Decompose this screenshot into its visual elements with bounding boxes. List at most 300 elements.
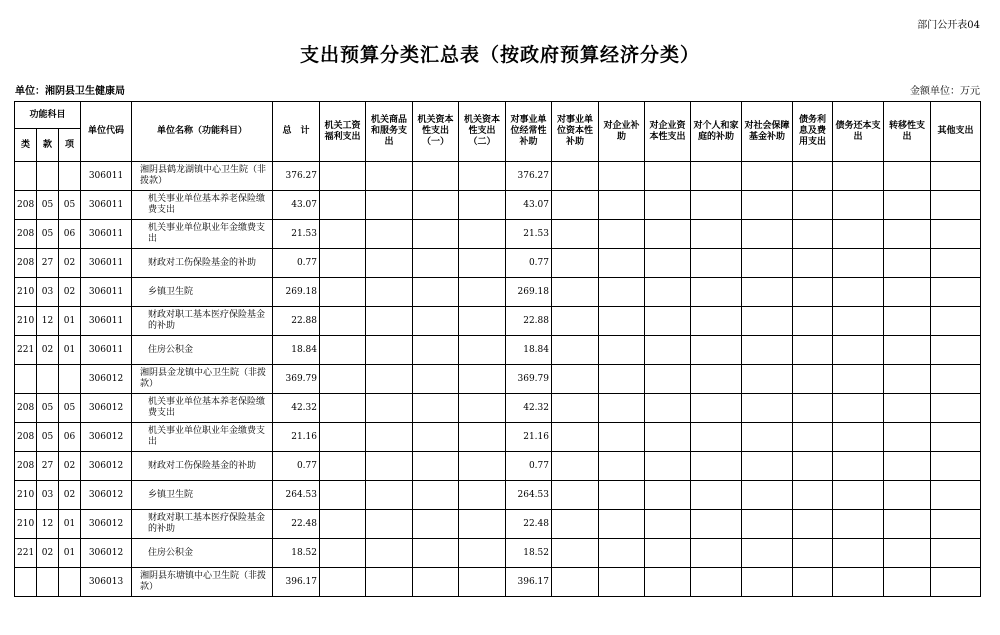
cell-empty	[413, 249, 459, 278]
table-row	[15, 249, 981, 278]
cell-empty	[793, 307, 833, 336]
cell-xiang: 02	[59, 278, 81, 307]
cell-empty	[833, 452, 884, 481]
cell-empty	[691, 307, 742, 336]
cell-empty	[645, 394, 691, 423]
cell-empty	[793, 365, 833, 394]
cell-empty	[413, 191, 459, 220]
cell-empty	[320, 539, 366, 568]
cell-empty	[742, 394, 793, 423]
cell-unit-code: 306011	[81, 162, 132, 191]
cell-kuan: 05	[37, 220, 59, 249]
cell-empty	[413, 220, 459, 249]
header-col: 转移性支出	[884, 102, 931, 162]
cell-empty	[320, 481, 366, 510]
cell-shiye-subsidy: 18.84	[506, 336, 552, 365]
cell-empty	[552, 278, 599, 307]
cell-empty	[459, 336, 506, 365]
header-col: 机关工资福利支出	[320, 102, 366, 162]
table-row	[15, 452, 981, 481]
cell-empty	[552, 336, 599, 365]
cell-total: 22.48	[273, 510, 320, 539]
cell-empty	[599, 510, 645, 539]
cell-unit-name: 湘阴县金龙镇中心卫生院（非拨款）	[132, 365, 273, 394]
cell-empty	[320, 307, 366, 336]
cell-empty	[833, 423, 884, 452]
cell-empty	[793, 423, 833, 452]
cell-shiye-subsidy: 376.27	[506, 162, 552, 191]
cell-empty	[884, 568, 931, 597]
cell-empty	[742, 423, 793, 452]
cell-empty	[552, 365, 599, 394]
cell-total: 376.27	[273, 162, 320, 191]
cell-empty	[691, 249, 742, 278]
cell-empty	[691, 452, 742, 481]
cell-unit-name: 机关事业单位基本养老保险缴费支出	[132, 191, 273, 220]
cell-empty	[366, 336, 413, 365]
table-row	[15, 394, 981, 423]
cell-kuan: 03	[37, 481, 59, 510]
cell-empty	[599, 423, 645, 452]
cell-empty	[599, 365, 645, 394]
cell-total: 369.79	[273, 365, 320, 394]
cell-total: 22.88	[273, 307, 320, 336]
cell-unit-code: 306012	[81, 423, 132, 452]
cell-empty	[691, 539, 742, 568]
cell-empty	[413, 452, 459, 481]
cell-empty	[645, 220, 691, 249]
cell-lei: 210	[15, 307, 37, 336]
cell-empty	[320, 365, 366, 394]
cell-empty	[645, 365, 691, 394]
cell-xiang	[59, 365, 81, 394]
cell-empty	[552, 249, 599, 278]
cell-empty	[459, 191, 506, 220]
header-col: 机关资本性支出（二）	[459, 102, 506, 162]
cell-empty	[833, 568, 884, 597]
cell-empty	[742, 162, 793, 191]
cell-empty	[366, 278, 413, 307]
cell-unit-code: 306012	[81, 394, 132, 423]
cell-empty	[793, 510, 833, 539]
cell-empty	[884, 307, 931, 336]
cell-lei: 208	[15, 452, 37, 481]
header-col: 机关资本性支出（一）	[413, 102, 459, 162]
cell-empty	[320, 336, 366, 365]
cell-empty	[599, 191, 645, 220]
cell-kuan	[37, 568, 59, 597]
cell-kuan: 05	[37, 191, 59, 220]
cell-empty	[459, 249, 506, 278]
cell-kuan: 27	[37, 452, 59, 481]
cell-shiye-subsidy: 264.53	[506, 481, 552, 510]
cell-empty	[599, 336, 645, 365]
cell-lei: 208	[15, 220, 37, 249]
cell-empty	[793, 481, 833, 510]
cell-unit-name: 住房公积金	[132, 336, 273, 365]
cell-empty	[552, 568, 599, 597]
cell-shiye-subsidy: 18.52	[506, 539, 552, 568]
cell-lei: 208	[15, 423, 37, 452]
cell-lei: 221	[15, 539, 37, 568]
cell-empty	[645, 191, 691, 220]
cell-xiang: 01	[59, 307, 81, 336]
cell-empty	[552, 191, 599, 220]
cell-empty	[552, 539, 599, 568]
cell-unit-name: 财政对职工基本医疗保险基金的补助	[132, 510, 273, 539]
cell-empty	[320, 220, 366, 249]
cell-empty	[413, 481, 459, 510]
cell-shiye-subsidy: 269.18	[506, 278, 552, 307]
cell-empty	[833, 510, 884, 539]
cell-empty	[459, 452, 506, 481]
cell-unit-code: 306011	[81, 249, 132, 278]
cell-empty	[931, 568, 981, 597]
table-row	[15, 307, 981, 336]
cell-empty	[742, 568, 793, 597]
cell-lei	[15, 365, 37, 394]
cell-xiang: 01	[59, 510, 81, 539]
cell-xiang: 06	[59, 220, 81, 249]
cell-empty	[366, 162, 413, 191]
header-unit-name: 单位名称（功能科目）	[132, 102, 273, 162]
cell-empty	[931, 539, 981, 568]
cell-empty	[742, 452, 793, 481]
cell-empty	[552, 452, 599, 481]
page-title: 支出预算分类汇总表（按政府预算经济分类）	[299, 44, 700, 66]
unit-label: 单位：湘阴县卫生健康局	[15, 86, 125, 97]
header-func-subject: 功能科目	[15, 102, 81, 129]
cell-unit-name: 住房公积金	[132, 539, 273, 568]
cell-xiang: 02	[59, 452, 81, 481]
table-row	[15, 539, 981, 568]
cell-empty	[691, 481, 742, 510]
cell-empty	[320, 510, 366, 539]
cell-empty	[645, 568, 691, 597]
cell-empty	[793, 394, 833, 423]
cell-xiang: 05	[59, 394, 81, 423]
cell-empty	[366, 539, 413, 568]
cell-empty	[413, 423, 459, 452]
cell-empty	[931, 510, 981, 539]
cell-empty	[691, 394, 742, 423]
cell-empty	[793, 568, 833, 597]
cell-empty	[742, 220, 793, 249]
table-row	[15, 365, 981, 394]
cell-unit-code: 306012	[81, 365, 132, 394]
cell-total: 21.16	[273, 423, 320, 452]
header-col: 机关商品和服务支出	[366, 102, 413, 162]
cell-empty	[691, 220, 742, 249]
cell-empty	[599, 394, 645, 423]
cell-empty	[459, 220, 506, 249]
cell-empty	[742, 336, 793, 365]
cell-empty	[691, 510, 742, 539]
cell-empty	[884, 481, 931, 510]
cell-empty	[793, 539, 833, 568]
cell-empty	[599, 249, 645, 278]
cell-empty	[413, 162, 459, 191]
cell-xiang: 01	[59, 336, 81, 365]
cell-xiang: 06	[59, 423, 81, 452]
cell-empty	[366, 510, 413, 539]
cell-empty	[742, 191, 793, 220]
cell-empty	[552, 162, 599, 191]
cell-unit-code: 306011	[81, 336, 132, 365]
cell-empty	[645, 307, 691, 336]
header-lei: 类	[15, 129, 37, 162]
cell-empty	[793, 249, 833, 278]
cell-empty	[793, 336, 833, 365]
cell-empty	[833, 394, 884, 423]
cell-empty	[833, 336, 884, 365]
cell-empty	[552, 510, 599, 539]
cell-kuan: 02	[37, 539, 59, 568]
cell-empty	[884, 162, 931, 191]
cell-empty	[413, 539, 459, 568]
header-col: 对企业补助	[599, 102, 645, 162]
cell-empty	[459, 307, 506, 336]
cell-empty	[931, 336, 981, 365]
cell-empty	[552, 423, 599, 452]
cell-empty	[742, 307, 793, 336]
table-row	[15, 191, 981, 220]
cell-empty	[552, 220, 599, 249]
cell-empty	[931, 249, 981, 278]
cell-empty	[645, 423, 691, 452]
cell-unit-code: 306011	[81, 220, 132, 249]
cell-empty	[459, 278, 506, 307]
cell-unit-code: 306012	[81, 510, 132, 539]
cell-xiang: 02	[59, 481, 81, 510]
cell-empty	[459, 481, 506, 510]
cell-empty	[413, 278, 459, 307]
cell-empty	[413, 336, 459, 365]
cell-lei: 221	[15, 336, 37, 365]
budget-table	[14, 101, 981, 597]
cell-kuan: 02	[37, 336, 59, 365]
cell-total: 18.84	[273, 336, 320, 365]
cell-empty	[459, 394, 506, 423]
cell-total: 264.53	[273, 481, 320, 510]
cell-empty	[742, 365, 793, 394]
cell-empty	[793, 162, 833, 191]
cell-unit-name: 乡镇卫生院	[132, 481, 273, 510]
header-col: 其他支出	[931, 102, 981, 162]
cell-shiye-subsidy: 43.07	[506, 191, 552, 220]
cell-empty	[413, 510, 459, 539]
cell-empty	[793, 278, 833, 307]
cell-shiye-subsidy: 0.77	[506, 249, 552, 278]
header-unit-code: 单位代码	[81, 102, 132, 162]
cell-unit-name: 财政对工伤保险基金的补助	[132, 452, 273, 481]
cell-unit-code: 306012	[81, 481, 132, 510]
cell-empty	[691, 278, 742, 307]
cell-empty	[884, 510, 931, 539]
header-col: 对企业资本性支出	[645, 102, 691, 162]
cell-xiang: 01	[59, 539, 81, 568]
cell-empty	[931, 307, 981, 336]
table-row	[15, 278, 981, 307]
cell-empty	[459, 162, 506, 191]
cell-kuan	[37, 365, 59, 394]
table-row	[15, 481, 981, 510]
cell-empty	[833, 481, 884, 510]
cell-empty	[599, 539, 645, 568]
cell-lei	[15, 568, 37, 597]
cell-empty	[320, 162, 366, 191]
cell-empty	[599, 278, 645, 307]
cell-empty	[599, 162, 645, 191]
cell-unit-code: 306011	[81, 191, 132, 220]
table-row	[15, 423, 981, 452]
cell-lei: 208	[15, 249, 37, 278]
cell-empty	[413, 365, 459, 394]
cell-empty	[552, 307, 599, 336]
cell-unit-name: 机关事业单位基本养老保险缴费支出	[132, 394, 273, 423]
cell-empty	[599, 220, 645, 249]
cell-empty	[366, 423, 413, 452]
cell-empty	[366, 307, 413, 336]
header-col: 债务利息及费用支出	[793, 102, 833, 162]
cell-empty	[742, 539, 793, 568]
cell-empty	[320, 394, 366, 423]
table-row	[15, 336, 981, 365]
cell-empty	[931, 220, 981, 249]
cell-kuan	[37, 162, 59, 191]
cell-empty	[884, 539, 931, 568]
cell-empty	[645, 249, 691, 278]
cell-empty	[742, 481, 793, 510]
cell-empty	[459, 539, 506, 568]
cell-shiye-subsidy: 21.16	[506, 423, 552, 452]
cell-kuan: 03	[37, 278, 59, 307]
cell-empty	[413, 307, 459, 336]
cell-shiye-subsidy: 396.17	[506, 568, 552, 597]
cell-shiye-subsidy: 42.32	[506, 394, 552, 423]
header-col: 对事业单位资本性补助	[552, 102, 599, 162]
header-col: 对社会保障基金补助	[742, 102, 793, 162]
cell-empty	[599, 452, 645, 481]
cell-empty	[366, 191, 413, 220]
cell-unit-code: 306013	[81, 568, 132, 597]
cell-lei	[15, 162, 37, 191]
cell-total: 269.18	[273, 278, 320, 307]
cell-empty	[645, 452, 691, 481]
cell-empty	[691, 365, 742, 394]
cell-empty	[599, 568, 645, 597]
cell-lei: 208	[15, 191, 37, 220]
cell-empty	[599, 481, 645, 510]
cell-empty	[366, 481, 413, 510]
cell-empty	[884, 365, 931, 394]
cell-xiang: 02	[59, 249, 81, 278]
cell-kuan: 12	[37, 307, 59, 336]
cell-empty	[833, 220, 884, 249]
cell-empty	[645, 278, 691, 307]
cell-shiye-subsidy: 369.79	[506, 365, 552, 394]
cell-empty	[366, 568, 413, 597]
cell-empty	[645, 539, 691, 568]
cell-empty	[413, 394, 459, 423]
cell-empty	[931, 423, 981, 452]
cell-shiye-subsidy: 21.53	[506, 220, 552, 249]
cell-empty	[793, 452, 833, 481]
cell-empty	[320, 191, 366, 220]
cell-empty	[366, 249, 413, 278]
cell-empty	[742, 249, 793, 278]
cell-xiang: 05	[59, 191, 81, 220]
table-row	[15, 568, 981, 597]
cell-unit-name: 机关事业单位职业年金缴费支出	[132, 220, 273, 249]
header-kuan: 款	[37, 129, 59, 162]
cell-unit-name: 湘阴县东塘镇中心卫生院（非拨款）	[132, 568, 273, 597]
cell-empty	[884, 423, 931, 452]
cell-empty	[931, 365, 981, 394]
cell-empty	[931, 452, 981, 481]
cell-empty	[833, 191, 884, 220]
cell-total: 0.77	[273, 452, 320, 481]
cell-empty	[742, 510, 793, 539]
cell-empty	[459, 365, 506, 394]
cell-empty	[833, 365, 884, 394]
cell-empty	[366, 452, 413, 481]
cell-empty	[320, 249, 366, 278]
cell-unit-name: 财政对职工基本医疗保险基金的补助	[132, 307, 273, 336]
cell-empty	[552, 481, 599, 510]
cell-empty	[691, 336, 742, 365]
cell-empty	[320, 423, 366, 452]
cell-xiang	[59, 568, 81, 597]
cell-empty	[366, 220, 413, 249]
table-row	[15, 510, 981, 539]
table-row	[15, 220, 981, 249]
cell-empty	[320, 278, 366, 307]
header-total: 总 计	[273, 102, 320, 162]
cell-empty	[833, 249, 884, 278]
cell-unit-code: 306012	[81, 539, 132, 568]
header-col: 债务还本支出	[833, 102, 884, 162]
cell-unit-name: 乡镇卫生院	[132, 278, 273, 307]
cell-shiye-subsidy: 22.48	[506, 510, 552, 539]
cell-empty	[884, 278, 931, 307]
cell-lei: 210	[15, 481, 37, 510]
cell-kuan: 27	[37, 249, 59, 278]
cell-empty	[884, 336, 931, 365]
money-unit-label: 金额单位：万元	[910, 86, 980, 97]
cell-unit-code: 306012	[81, 452, 132, 481]
cell-empty	[833, 162, 884, 191]
cell-empty	[931, 278, 981, 307]
cell-empty	[742, 278, 793, 307]
table-row	[15, 162, 981, 191]
cell-empty	[793, 191, 833, 220]
cell-unit-name: 财政对工伤保险基金的补助	[132, 249, 273, 278]
cell-unit-code: 306011	[81, 307, 132, 336]
cell-empty	[459, 423, 506, 452]
header-xiang: 项	[59, 129, 81, 162]
cell-empty	[833, 307, 884, 336]
cell-empty	[884, 394, 931, 423]
cell-empty	[931, 481, 981, 510]
cell-empty	[691, 568, 742, 597]
cell-empty	[366, 394, 413, 423]
cell-xiang	[59, 162, 81, 191]
cell-empty	[599, 307, 645, 336]
cell-empty	[413, 568, 459, 597]
cell-kuan: 05	[37, 423, 59, 452]
cell-unit-name: 湘阴县鹤龙湖镇中心卫生院（非拨款）	[132, 162, 273, 191]
